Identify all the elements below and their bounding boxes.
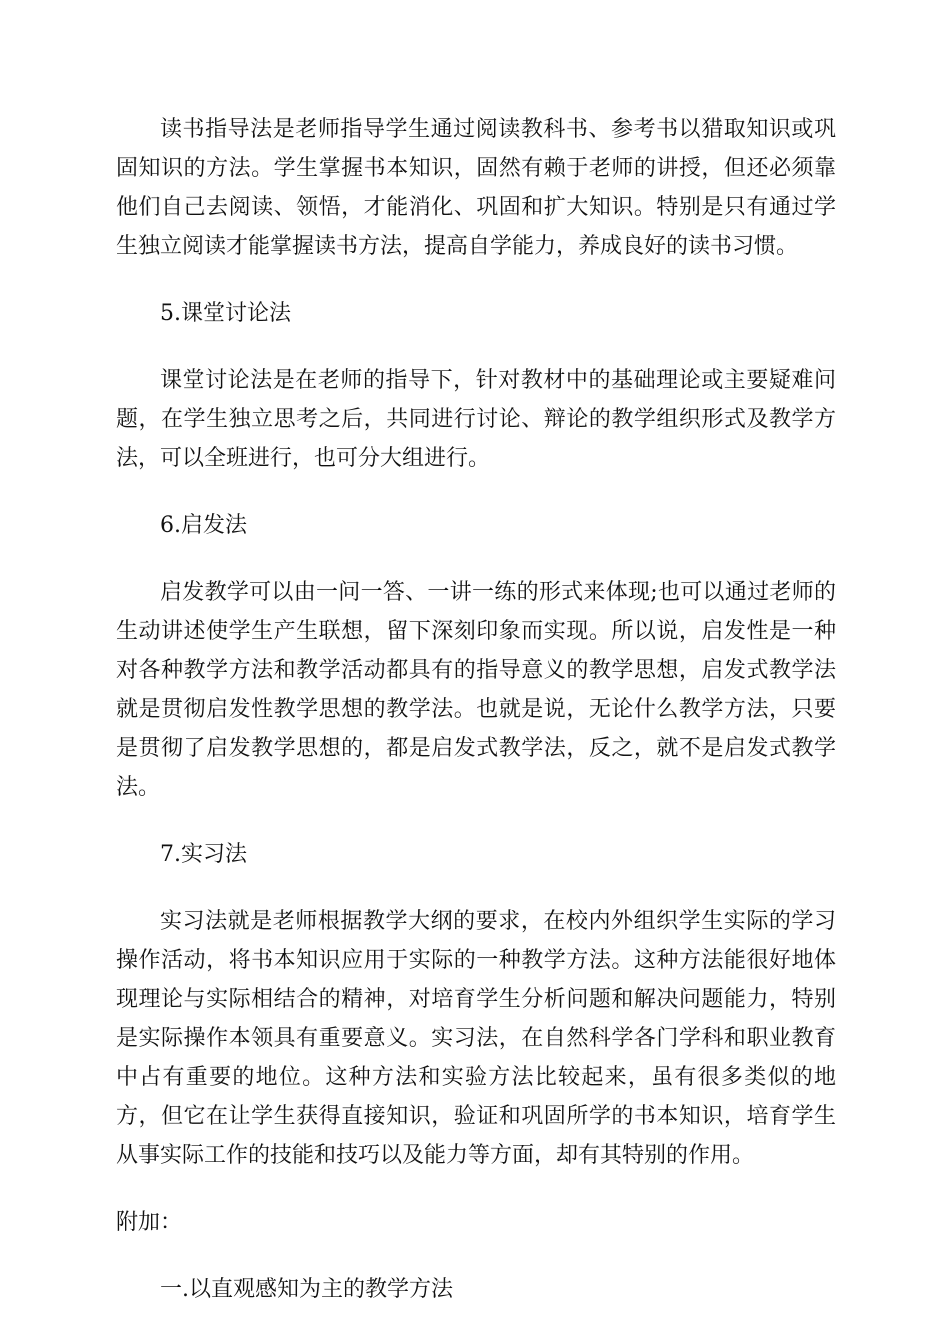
paragraph-class-discussion: 课堂讨论法是在老师的指导下，针对教材中的基础理论或主要疑难问题，在学生独立思考之后，共同进行讨论、辩论的教学组织形式及教学方法，可以全班进行，也可分大组进行。 (116, 368, 836, 471)
heading-class-discussion: 5.课堂讨论法 (160, 301, 291, 326)
paragraph-heuristic-method: 启发教学可以由一问一答、一讲一练的形式来体现;也可以通过老师的生动讲述使学生产生联想，留下深刻印象而实现。所以说，启发性是一种对各种教学方法和教学活动都具有的指导意义的教学思想，启发式教学法就是贯彻启发性教学思想的教学法。也就是说，无论什么教学方法，只要是贯彻了启发教学思想的，都是启发式教学法，反之，就不是启发式教学法。 (116, 580, 836, 800)
document-body (116, 110, 836, 1309)
heading-heuristic-method: 6.启发法 (160, 513, 247, 538)
heading-practice-method: 7.实习法 (160, 842, 247, 867)
paragraph-practice-method: 实习法就是老师根据教学大纲的要求，在校内外组织学生实际的学习操作活动，将书本知识应用于实际的一种教学方法。这种方法能很好地体现理论与实际相结合的精神，对培育学生分析问题和解决问题能力，特别是实际操作本领具有重要意义。实习法，在自然科学各门学科和职业教育中占有重要的地位。这种方法和实验方法比较起来，虽有很多类似的地方，但它在让学生获得直接知识，验证和巩固所学的书本知识，培育学生从事实际工作的技能和技巧以及能力等方面，却有其特别的作用。 (116, 909, 836, 1168)
heading-appendix-1: 一.以直观感知为主的教学方法 (160, 1277, 453, 1302)
appendix-label: 附加： (116, 1210, 183, 1235)
paragraph-reading-guidance: 读书指导法是老师指导学生通过阅读教科书、参考书以猎取知识或巩固知识的方法。学生掌握书本知识，固然有赖于老师的讲授，但还必须靠他们自己去阅读、领悟，才能消化、巩固和扩大知识。特别是只有通过学生独立阅读才能掌握读书方法，提高自学能力，养成良好的读书习惯。 (116, 117, 836, 259)
